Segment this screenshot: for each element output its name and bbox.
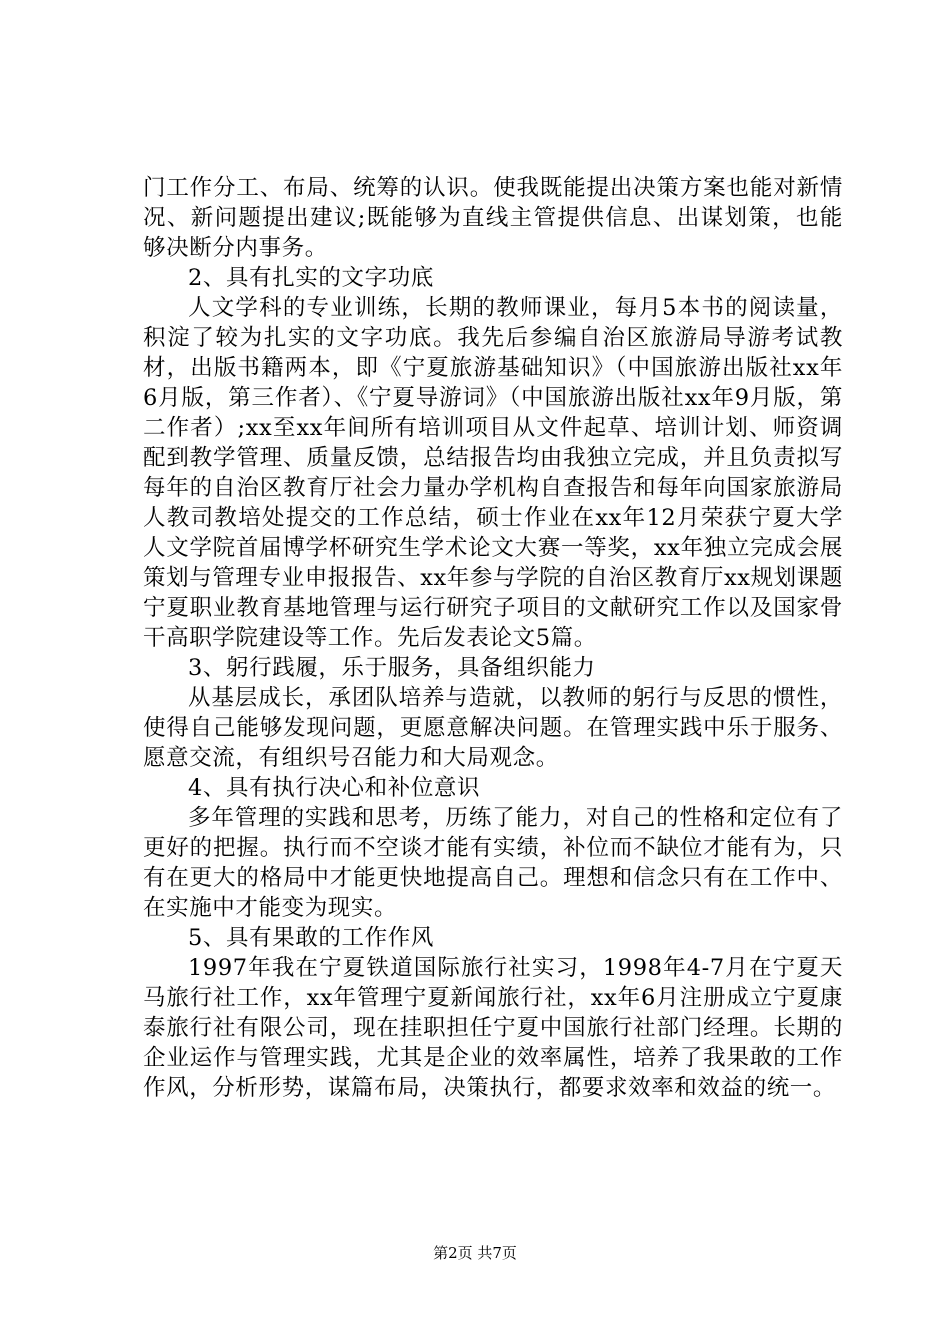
section-heading-5: 5、具有果敢的工作作风 bbox=[188, 925, 434, 951]
document-body bbox=[143, 173, 843, 1103]
body-paragraph-continued: 门工作分工、布局、统筹的认识。使我既能提出决策方案也能对新情况、新问题提出建议;既能够为直线主管提供信息、出谋划策，也能够决断分内事务。 bbox=[143, 175, 843, 261]
section-heading-3: 3、躬行践履，乐于服务，具备组织能力 bbox=[188, 655, 596, 681]
body-paragraph: 人文学科的专业训练，长期的教师课业，每月5本书的阅读量，积淀了较为扎实的文字功底。我先后参编自治区旅游局导游考试教材，出版书籍两本，即《宁夏旅游基础知识》（中国旅游出版社xx年6月版，第三作者）、《宁夏导游词》（中国旅游出版社xx年9月版，第二作者）;xx至xx年间所有培训项目从文件起草、培训计划、师资调配到教学管理、质量反馈，总结报告均由我独立完成，并且负责拟写每年的自治区教育厅社会力量办学机构自查报告和每年向国家旅游局人教司教培处提交的工作总结，硕士作业在xx年12月荣获宁夏大学人文学院首届博学杯研究生学术论文大赛一等奖，xx年独立完成会展策划与管理专业申报报告、xx年参与学院的自治区教育厅xx规划课题宁夏职业教育基地管理与运行研究子项目的文献研究工作以及国家骨干高职学院建设等工作。先后发表论文5篇。 bbox=[143, 295, 843, 651]
section-heading-2: 2、具有扎实的文字功底 bbox=[188, 265, 434, 291]
body-paragraph: 多年管理的实践和思考，历练了能力，对自己的性格和定位有了更好的把握。执行而不空谈才能有实绩，补位而不缺位才能有为，只有在更大的格局中才能更快地提高自己。理想和信念只有在工作中、在实施中才能变为现实。 bbox=[143, 805, 843, 921]
body-paragraph: 从基层成长，承团队培养与造就，以教师的躬行与反思的惯性，使得自己能够发现问题，更愿意解决问题。在管理实践中乐于服务、愿意交流，有组织号召能力和大局观念。 bbox=[143, 685, 843, 771]
body-paragraph: 1997年我在宁夏铁道国际旅行社实习，1998年4-7月在宁夏天马旅行社工作，xx年管理宁夏新闻旅行社，xx年6月注册成立宁夏康泰旅行社有限公司，现在挂职担任宁夏中国旅行社部门经理。长期的企业运作与管理实践，尤其是企业的效率属性，培养了我果敢的工作作风，分析形势，谋篇布局，决策执行，都要求效率和效益的统一。 bbox=[143, 955, 843, 1101]
page-number-label: 第2页 共7页 bbox=[433, 1244, 517, 1262]
section-heading-4: 4、具有执行决心和补位意识 bbox=[188, 775, 481, 801]
page-footer bbox=[0, 1243, 950, 1263]
